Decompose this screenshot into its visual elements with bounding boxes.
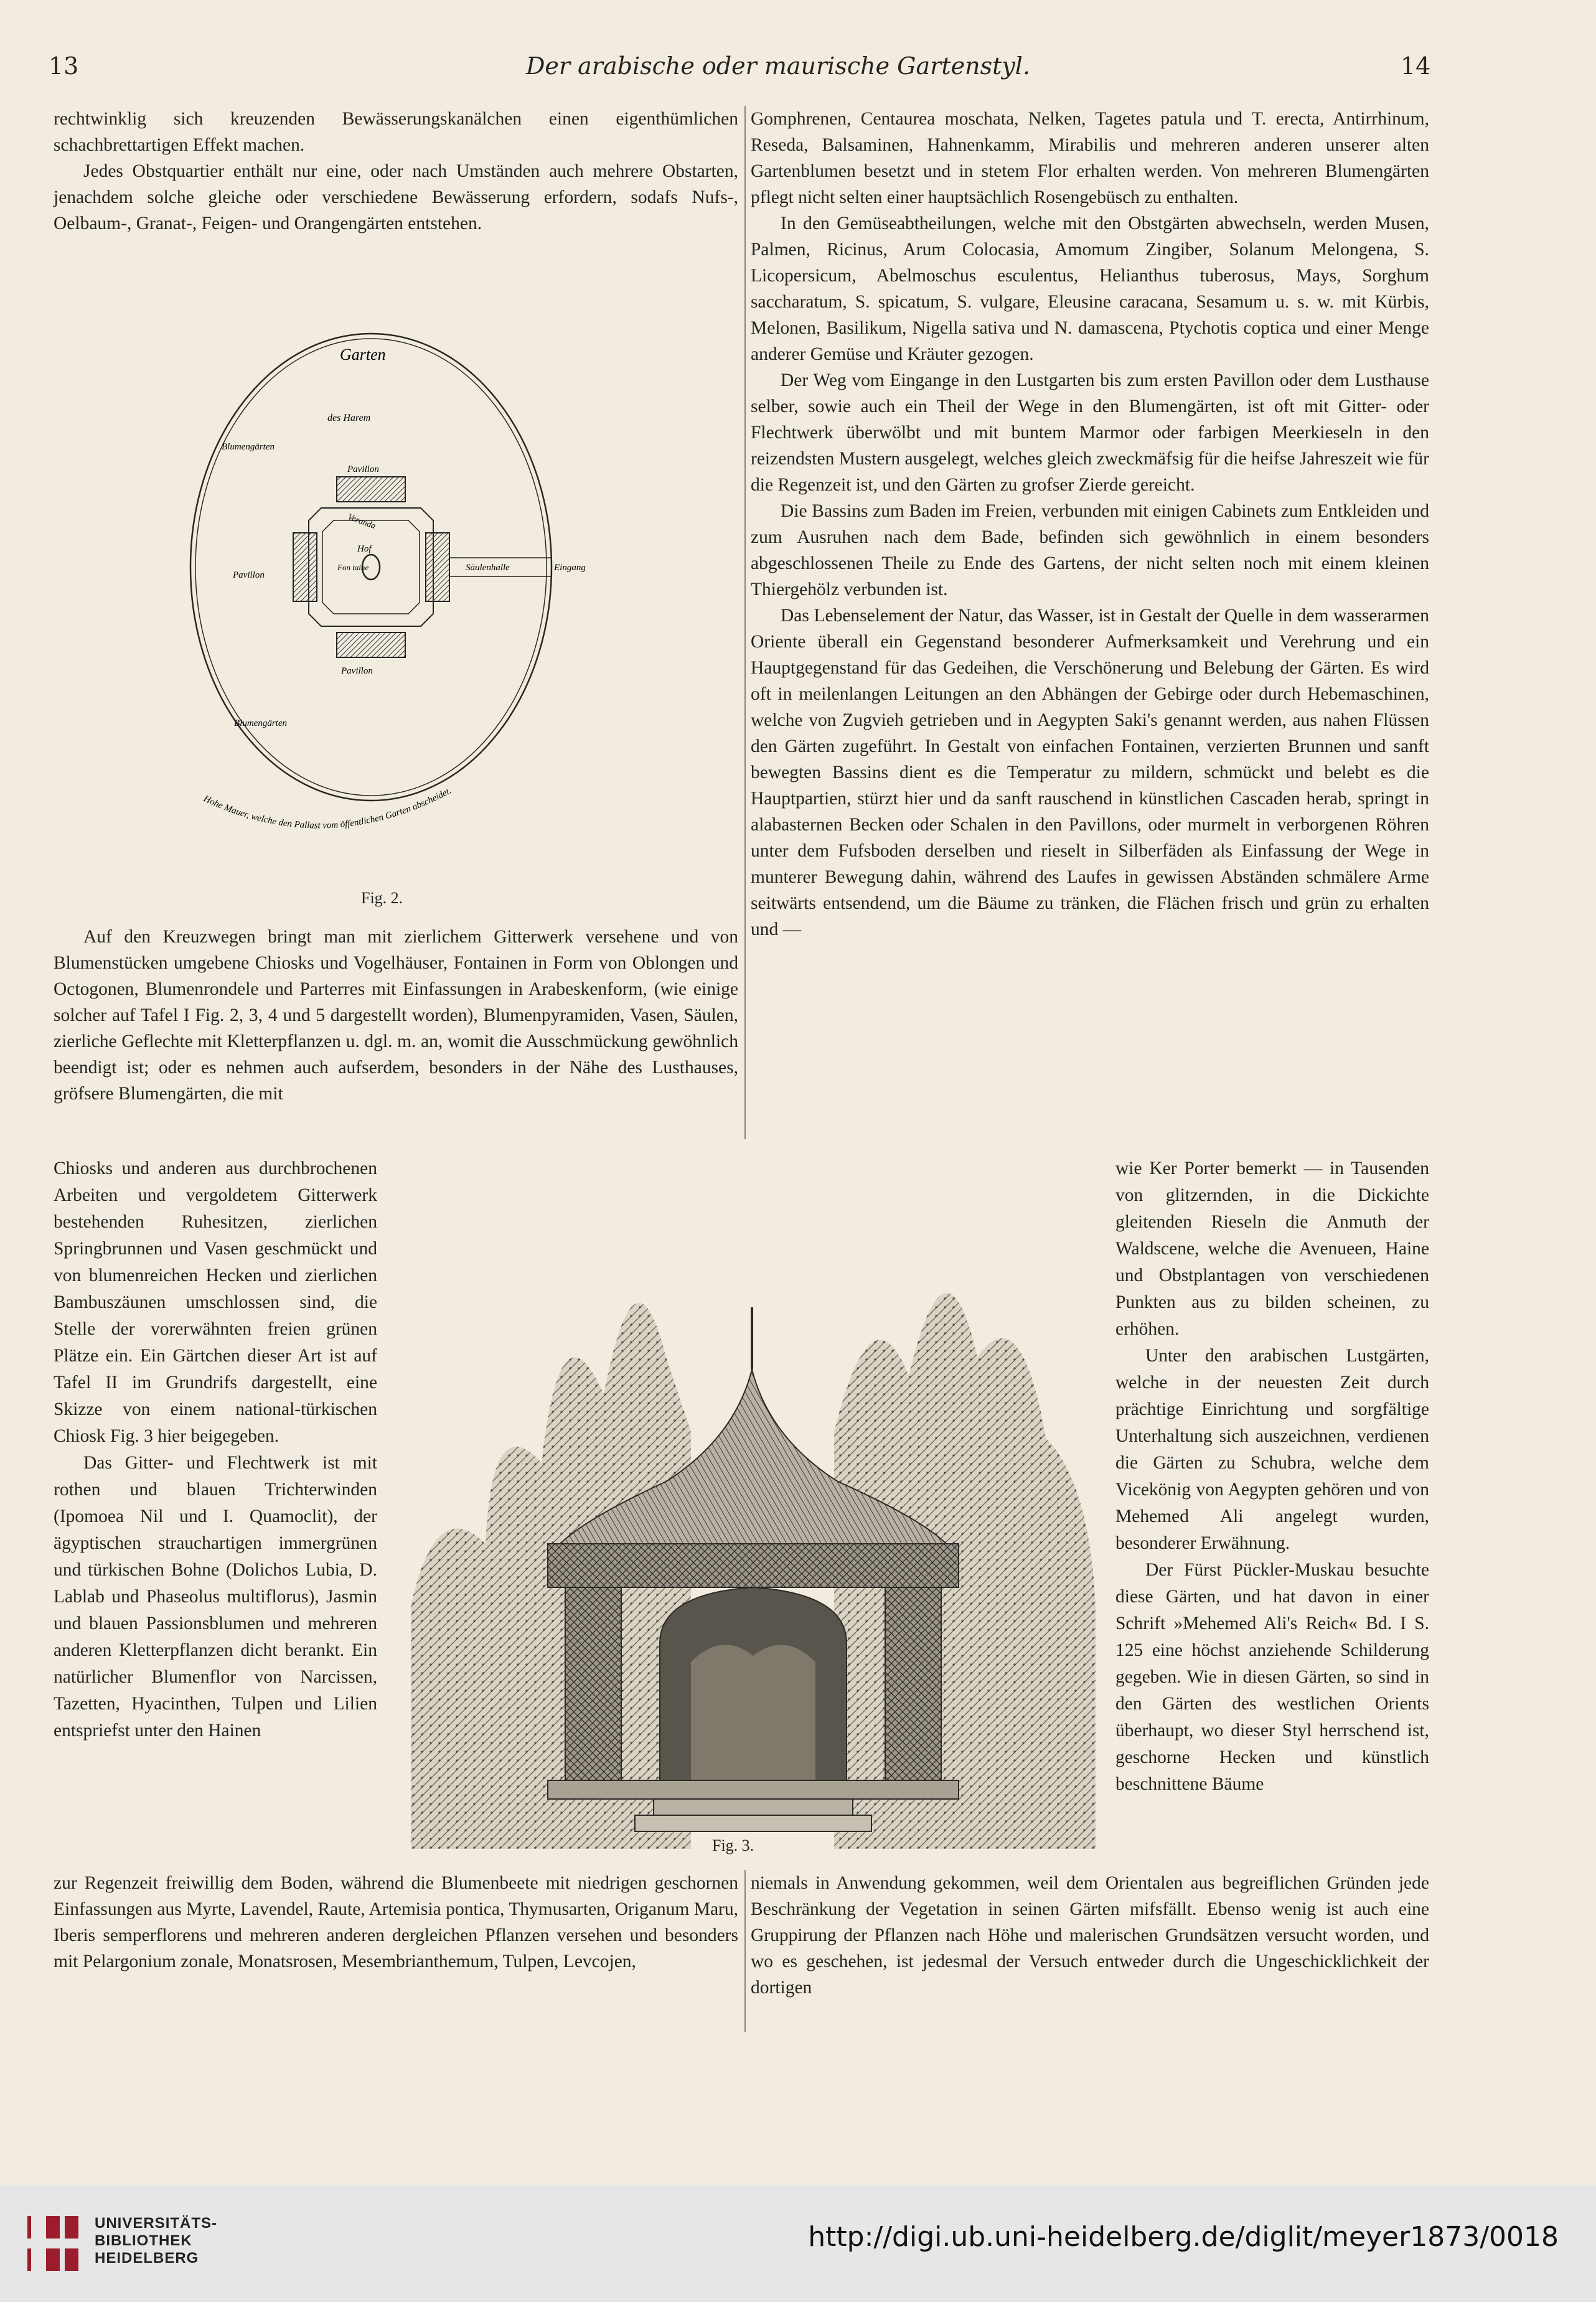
right-column-top: [751, 106, 1429, 942]
label-pavillon-bottom: Pavillon: [341, 666, 373, 676]
label-saulenhalle: Säulenhalle: [466, 563, 510, 573]
paragraph: niemals in Anwendung gekommen, weil dem Orientalen aus begreiflichen Gründen jede Beschränkung der Vegetation in seinen Gärten mifsfällt. Ebenso wenig ist auch eine Gruppirung der Pflanzen nach Höhe und malerischen Grundsätzen versucht worden, und wo es geschehen, ist jedesmal der Versuch entweder durch die Ungeschicklichkeit der dortigen: [751, 1873, 1429, 1998]
label-pavillon-left: Pavillon: [233, 570, 265, 580]
right-column-bottom: [751, 1870, 1429, 2001]
kiosk-curtain: [691, 1645, 815, 1780]
library-name: UNIVERSITÄTS- BIBLIOTHEK HEIDELBERG: [95, 2215, 218, 2267]
digital-library-footer: [0, 2185, 1596, 2302]
kiosk-engraving-figure: [398, 1170, 1108, 1849]
kiosk-base: [548, 1780, 959, 1799]
label-veranda: Veranda: [346, 512, 377, 532]
kiosk-step-2: [635, 1815, 871, 1831]
pavilion-north: [337, 477, 405, 502]
permalink-url[interactable]: http://digi.ub.uni-heidelberg.de/diglit/meyer1873/0018: [808, 2221, 1559, 2253]
garden-plan-figure: [184, 321, 632, 857]
paragraph: In den Gemüseabtheilungen, welche mit den Obstgärten abwechseln, werden Musen, Palmen, Ricinus, Arum Colocasia, Amomum Zingiber, Solanum Melongena, S. Licopersicum, Abelmoschus esculentus, Helianthus tuberosus, Mays, Sorghum saccharatum, S. spicatum, S. vulgare, Eleusine caracana, Sesamum u. s. w. mit Kürbis, Melonen, Basilikum, Nigella sativa und N. damascena, Ptychotis coptica und einer Menge anderer Gemüse und Kräuter gezogen.: [751, 214, 1429, 364]
right-column-narrow: [1115, 1155, 1429, 1798]
figure-3-caption: Fig. 3.: [712, 1836, 754, 1854]
label-fontaine: Fon taine: [337, 563, 369, 572]
pavilion-west: [293, 533, 317, 601]
kiosk-lattice-left: [565, 1587, 621, 1780]
paragraph: Gomphrenen, Centaurea moschata, Nelken, Tagetes patula und T. erecta, Antirrhinum, Reseda, Balsaminen, Hahnenkamm, Mirabilis und mehreren anderen unserer alten Gartenblumen besetzt und in stetem Flor erhalten werden. Von mehreren Blumengärten pflegt nicht selten einer hauptsächlich Rosengebüsch zu enthalten.: [751, 109, 1429, 207]
paragraph: Der Weg vom Eingange in den Lustgarten bis zum ersten Pavillon oder dem Lusthause selber, sowie auch ein Theil der Wege in den Blumengärten, ist oft mit Gitter- oder Flechtwerk überwölbt und mit buntem Marmor oder farbigen Meerkieseln in den reizendsten Mustern ausgelegt, welches gleich zweckmäfsig für die heifse Jahreszeit wie für die Regenzeit ist, und den Gärten zu grofser Zierde gereicht.: [751, 370, 1429, 495]
paragraph: zur Regenzeit freiwillig dem Boden, während die Blumenbeete mit niedrigen geschornen Einfassungen aus Myrte, Lavendel, Raute, Artemisia pontica, Thymusarten, Origanum Maru, Iberis semperflorens und mehreren anderen dergleichen Pflanzen versehen und besonders mit Pelargonium zonale, Monatsrosen, Mesembrianthemum, Tulpen, Levcojen,: [54, 1873, 738, 1971]
left-column-top: [54, 106, 738, 237]
label-pavillon-top: Pavillon: [347, 464, 379, 474]
pavilion-south: [337, 632, 405, 657]
label-hof: Hof: [357, 544, 372, 554]
kiosk-step-1: [654, 1799, 853, 1815]
label-blumengarten-top: Blumengärten: [222, 442, 275, 452]
kiosk-lattice-right: [885, 1587, 941, 1780]
label-harem: des Harem: [327, 413, 371, 423]
paragraph: Das Lebenselement der Natur, das Wasser, ist in Gestalt der Quelle in dem wasserarmen Oriente überall ein Gegenstand besonderer Aufmerksamkeit und Verehrung und ein Hauptgegenstand für das Gedeihen, die Verschönerung und Belebung der Gärten. Es wird oft in meilenlangen Leitungen an den Abhängen der Gebirge oder durch Hebemaschinen, welche von Zugvieh getrieben und in Aegypten Saki's genannt werden, aus nahen Flüssen den Gärten zugeführt. In Gestalt von einfachen Fontainen, verzierten Brunnen und sanft bewegten Bassins dient es die Temperatur zu mildern, schmückt und belebt es die Hauptpartien, stürzt hier und da sanft rauschend in künstlichen Cascaden herab, springt in alabasternen Becken oder Schalen in den Pavillons, oder murmelt in verborgenen Röhren unter dem Fufsboden derselben und rieselt in Silberfäden als Einfassung der Wege in munterer Bewegung dahin, während des Laufes in gewissen Abständen schmälere Arme seitwärts entsendend, um die Bäume zu tränken, die Flächen frisch und grün zu erhalten und —: [751, 606, 1429, 939]
paragraph: Das Gitter- und Flechtwerk ist mit rothen und blauen Trichterwinden (Ipomoea Nil und I. Quamoclit), der ägyptischen strauchartigen immergrünen und türkischen Bohne (Dolichos Lubia, D. Lablab und Phaseolus multiflorus), Jasmin und blauen Passionsblumen und mehreren anderen Kletterpflanzen dicht berankt. Ein natürlicher Blumenflor von Narcissen, Tazetten, Hyacinthen, Tulpen und Lilien entspriefst unter den Hainen: [54, 1453, 377, 1741]
column-divider-top: [744, 106, 746, 1139]
pavilion-east: [426, 533, 449, 601]
paragraph: Jedes Obstquartier enthält nur eine, oder nach Umständen auch mehrere Obstarten, jenachdem solche gleiche oder verschiedene Bewässerung erfordern, sodafs Nufs-, Oelbaum-, Granat-, Feigen- und Orangengärten entstehen.: [54, 161, 738, 233]
paragraph: Die Bassins zum Baden im Freien, verbunden mit einigen Cabinets zum Entkleiden und zum Ausruhen nach dem Bade, befinden sich gewöhnlich in einem besonders abgeschlossenen Theile zu Ende des Gartens, der nicht selten noch mit einem kleinen Thiergehölz verbunden ist.: [751, 501, 1429, 599]
page-number-right: 14: [1401, 52, 1431, 80]
paragraph: Der Fürst Pückler-Muskau besuchte diese Gärten, und hat davon in einer Schrift »Mehemed Ali's Reich« Bd. I S. 125 eine höchst anziehende Schilderung gegeben. Wie in diesen Gärten, so sind in den Gärten des westlichen Orients überhaupt, wo dieser Styl herrschend ist, geschorne Hecken und künstlich beschnittene Bäume: [1115, 1560, 1429, 1794]
kiosk-frieze: [548, 1544, 959, 1587]
running-title: Der arabische oder maurische Gartenstyl.: [525, 52, 1031, 80]
page-number-left: 13: [49, 52, 79, 80]
label-eingang: Eingang: [554, 563, 586, 573]
label-blumengarten-bottom: Blumengärten: [234, 718, 287, 728]
left-column-narrow: [54, 1155, 377, 1744]
figure-2-caption: Fig. 2.: [361, 889, 403, 907]
paragraph: rechtwinklig sich kreuzenden Bewässerungskanälchen einen eigenthümlichen schachbrettartigen Effekt machen.: [54, 109, 738, 155]
paragraph: Chiosks und anderen aus durchbrochenen Arbeiten und vergoldetem Gitterwerk bestehenden Ruhesitzen, zierlichen Springbrunnen und Vasen geschmückt und von blumenreichen Hecken und zierlichen Bambuszäunen umschlossen sind, die Stelle der vorerwähnten freien grünen Plätze ein. Ein Gärtchen dieser Art ist auf Tafel II im Grundrifs dargestellt, eine Skizze von einem national-türkischen Chiosk Fig. 3 hier beigegeben.: [54, 1158, 377, 1446]
paragraph: wie Ker Porter bemerkt — in Tausenden von glitzernden, in die Dickichte gleitenden Rieseln die Anmuth der Waldscene, welche die Avenueen, Haine und Obstplantagen von verschiedenen Punkten aus zu bilden scheinen, zu erhöhen.: [1115, 1158, 1429, 1339]
label-garten: Garten: [340, 345, 386, 364]
left-column-bottom: [54, 1870, 738, 1975]
left-column-middle: [54, 924, 738, 1107]
label-mauer: Hohe Mauer, welche den Pallast vom öffentlichen Garten abscheidet.: [202, 786, 453, 831]
university-library-logo-icon: [25, 2214, 85, 2273]
paragraph: Unter den arabischen Lustgärten, welche in der neuesten Zeit durch prächtige Einrichtung und sorgfältige Unterhaltung sich auszeichnen, verdienen die Gärten zu Schubra, welche dem Vicekönig von Aegypten gehören und von Mehemed Ali angelegt wurden, besonderer Erwähnung.: [1115, 1346, 1429, 1553]
paragraph: Auf den Kreuzwegen bringt man mit zierlichem Gitterwerk versehene und von Blumenstücken umgebene Chiosks und Vogelhäuser, Fontainen in Form von Oblongen und Octogonen, Blumenrondele und Parterres mit Einfassungen in Arabeskenform, (wie einige solcher auf Tafel I Fig. 2, 3, 4 und 5 dargestellt worden), Blumenpyramiden, Vasen, Säulen, zierliche Geflechte mit Kletterpflanzen u. dgl. m. an, womit die Ausschmückung gewöhnlich beendigt ist; oder es nehmen auch aufserdem, besonders in der Nähe des Lusthauses, gröfsere Blumengärten, die mit: [54, 927, 738, 1104]
column-divider-bottom: [744, 1870, 746, 2032]
